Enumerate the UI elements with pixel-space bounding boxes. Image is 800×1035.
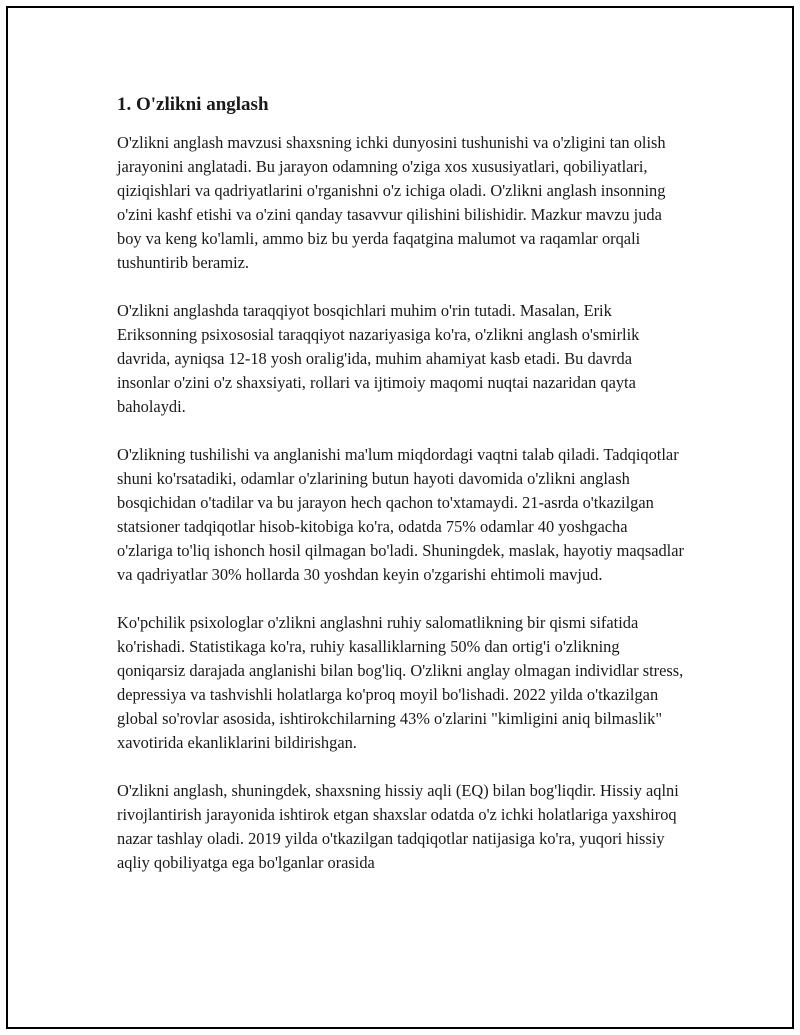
- paragraph-3: O'zlikning tushilishi va anglanishi ma'lum miqdordagi vaqtni talab qiladi. Tadqiqotlar shuni ko'rsatadiki, odamlar o'zlarining butun hayoti davomida o'zlikni anglash bosqichidan o'tadilar va bu jarayon hech qachon to'xtamaydi. 21-asrda o'tkazilgan statsioner tadqiqotlar hisob-kitobiga ko'ra, odatda 75% odamlar 40 yoshgacha o'zlariga to'liq ishonch hosil qilmagan bo'ladi. Shuningdek, maslak, hayotiy maqsadlar va qadriyatlar 30% hollarda 30 yoshdan keyin o'zgarishi ehtimoli mavjud.: [117, 445, 684, 584]
- paragraph-1: O'zlikni anglash mavzusi shaxsning ichki dunyosini tushunishi va o'zligini tan olish jarayonini anglatadi. Bu jarayon odamning o'ziga xos xususiyatlari, qobiliyatlari, qiziqishlari va qadriyatlarini o'rganishni o'z ichiga oladi. O'zlikni anglash insonning o'zini kashf etishi va o'zini qanday tasavvur qilishini bilishidir. Mazkur mavzu juda boy va keng ko'lamli, ammo biz bu yerda faqatgina malumot va raqamlar orqali tushuntirib beramiz.: [117, 133, 666, 272]
- document-content: [117, 93, 687, 899]
- paragraph-5: O'zlikni anglash, shuningdek, shaxsning hissiy aqli (EQ) bilan bog'liqdir. Hissiy aqlni rivojlantirish jarayonida ishtirok etgan shaxslar odatda o'z ichki holatlariga yaxshiroq nazar tashlay oladi. 2019 yilda o'tkazilgan tadqiqotlar natijasiga ko'ra, yuqori hissiy aqliy qobiliyatga ega bo'lganlar orasida: [117, 781, 679, 872]
- section-heading: 1. O'zlikni anglash: [117, 94, 269, 115]
- paragraph-2: O'zlikni anglashda taraqqiyot bosqichlari muhim o'rin tutadi. Masalan, Erik Eriksonning psixososial taraqqiyot nazariyasiga ko'ra, o'zlikni anglash o'smirlik davrida, ayniqsa 12-18 yosh oralig'ida, muhim ahamiyat kasb etadi. Bu davrda insonlar o'zini o'z shaxsiyati, rollari va ijtimoiy maqomi nuqtai nazaridan qayta baholaydi.: [117, 301, 640, 416]
- paragraph-4: Ko'pchilik psixologlar o'zlikni anglashni ruhiy salomatlikning bir qismi sifatida ko'rishadi. Statistikaga ko'ra, ruhiy kasalliklarning 50% dan ortig'i o'zlikning qoniqarsiz darajada anglanishi bilan bog'liq. O'zlikni anglay olmagan individlar stress, depressiya va tashvishli holatlarga ko'proq moyil bo'lishadi. 2022 yilda o'tkazilgan global so'rovlar asosida, ishtirokchilarning 43% o'zlarini "kimligini aniq bilmaslik" xavotirida ekanliklarini bildirishgan.: [117, 613, 684, 752]
